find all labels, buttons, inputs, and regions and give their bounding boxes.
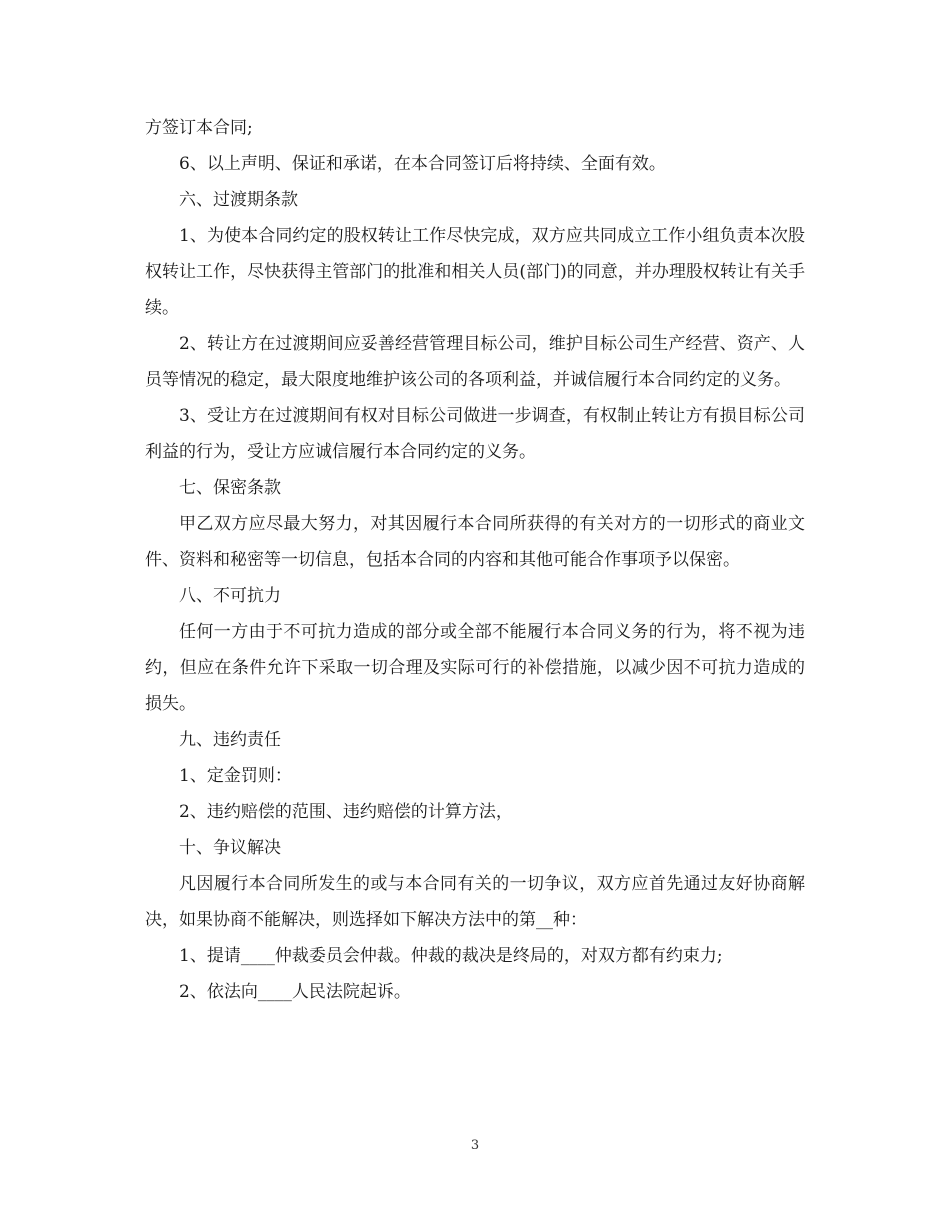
paragraph: 2、依法向____人民法院起诉。 xyxy=(179,982,411,1002)
paragraph: 凡因履行本合同所发生的或与本合同有关的一切争议，双方应首先通过友好协商解决，如果协商不能解决，则选择如下解决方法中的第__种： xyxy=(145,874,805,930)
section-heading: 八、不可抗力 xyxy=(179,586,281,606)
paragraph: 方签订本合同; xyxy=(145,118,253,138)
section-heading: 九、违约责任 xyxy=(179,730,281,750)
paragraph: 任何一方由于不可抗力造成的部分或全部不能履行本合同义务的行为，将不视为违约，但应在条件允许下采取一切合理及实际可行的补偿措施，以减少因不可抗力造成的损失。 xyxy=(145,622,805,714)
page-number: 3 xyxy=(470,1138,480,1153)
paragraph: 1、为使本合同约定的股权转让工作尽快完成，双方应共同成立工作小组负责本次股权转让工作，尽快获得主管部门的批准和相关人员(部门)的同意，并办理股权转让有关手续。 xyxy=(145,226,805,318)
document-body xyxy=(145,110,805,1010)
paragraph: 1、定金罚则： xyxy=(179,766,292,786)
section-heading: 七、保密条款 xyxy=(179,478,281,498)
section-heading: 六、过渡期条款 xyxy=(179,190,298,210)
paragraph: 3、受让方在过渡期间有权对目标公司做进一步调查，有权制止转让方有损目标公司利益的行为，受让方应诚信履行本合同约定的义务。 xyxy=(145,406,805,462)
paragraph: 2、转让方在过渡期间应妥善经营管理目标公司，维护目标公司生产经营、资产、人员等情况的稳定，最大限度地维护该公司的各项利益，并诚信履行本合同约定的义务。 xyxy=(145,334,805,390)
section-heading: 十、争议解决 xyxy=(179,838,281,858)
paragraph: 1、提请____仲裁委员会仲裁。仲裁的裁决是终局的，对双方都有约束力; xyxy=(179,946,723,966)
paragraph: 6、以上声明、保证和承诺，在本合同签订后将持续、全面有效。 xyxy=(179,154,666,174)
paragraph: 2、违约赔偿的范围、违约赔偿的计算方法， xyxy=(179,802,513,822)
paragraph: 甲乙双方应尽最大努力，对其因履行本合同所获得的有关对方的一切形式的商业文件、资料和秘密等一切信息，包括本合同的内容和其他可能合作事项予以保密。 xyxy=(145,514,805,570)
